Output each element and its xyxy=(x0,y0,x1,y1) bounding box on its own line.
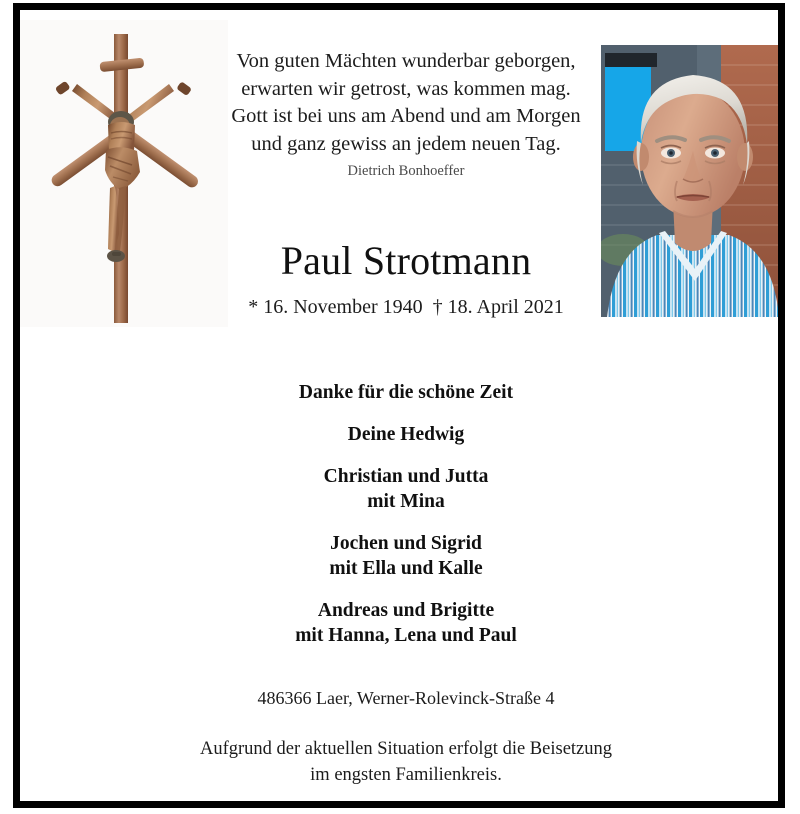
family-main: Andreas und Brigitte xyxy=(317,599,495,621)
verse-line-3: Gott ist bei uns am Abend und am Morgen xyxy=(231,105,581,127)
funeral-note xyxy=(86,736,726,788)
family-sub: mit Mina xyxy=(367,491,445,512)
verse-line-4: und ganz gewiss an jedem neuen Tag. xyxy=(251,132,561,155)
address: 486366 Laer, Werner-Rolevinck-Straße 4 xyxy=(257,688,555,708)
family-main: Deine Hedwig xyxy=(347,424,465,445)
death-date: † 18. April 2021 xyxy=(432,296,564,318)
family-group xyxy=(106,598,706,649)
family-main: Christian und Jutta xyxy=(323,465,489,487)
thanks-headline: Danke für die schöne Zeit xyxy=(298,382,514,403)
deceased-name: Paul Strotmann xyxy=(280,238,532,283)
family-block xyxy=(106,380,706,649)
funeral-note-line-2: im engsten Familienkreis. xyxy=(310,765,502,785)
deceased-dates xyxy=(160,296,652,319)
family-sub: mit Hanna, Lena und Paul xyxy=(295,625,517,646)
obituary-notice xyxy=(13,3,785,808)
verse-line-1: Von guten Mächten wunderbar geborgen, xyxy=(236,50,576,72)
family-sub: mit Ella und Kalle xyxy=(329,558,483,579)
funeral-note-line-1: Aufgrund der aktuellen Situation erfolgt die Beisetzung xyxy=(199,739,613,759)
family-main: Jochen und Sigrid xyxy=(330,532,482,554)
memorial-verse xyxy=(216,48,596,158)
verse-author: Dietrich Bonhoeffer xyxy=(347,163,465,179)
birth-date: * 16. November 1940 xyxy=(248,296,423,318)
obituary-content xyxy=(20,10,778,801)
family-group xyxy=(106,531,706,582)
verse-line-2: erwarten wir getrost, was kommen mag. xyxy=(241,77,571,100)
family-group xyxy=(106,422,706,448)
family-group xyxy=(106,464,706,515)
